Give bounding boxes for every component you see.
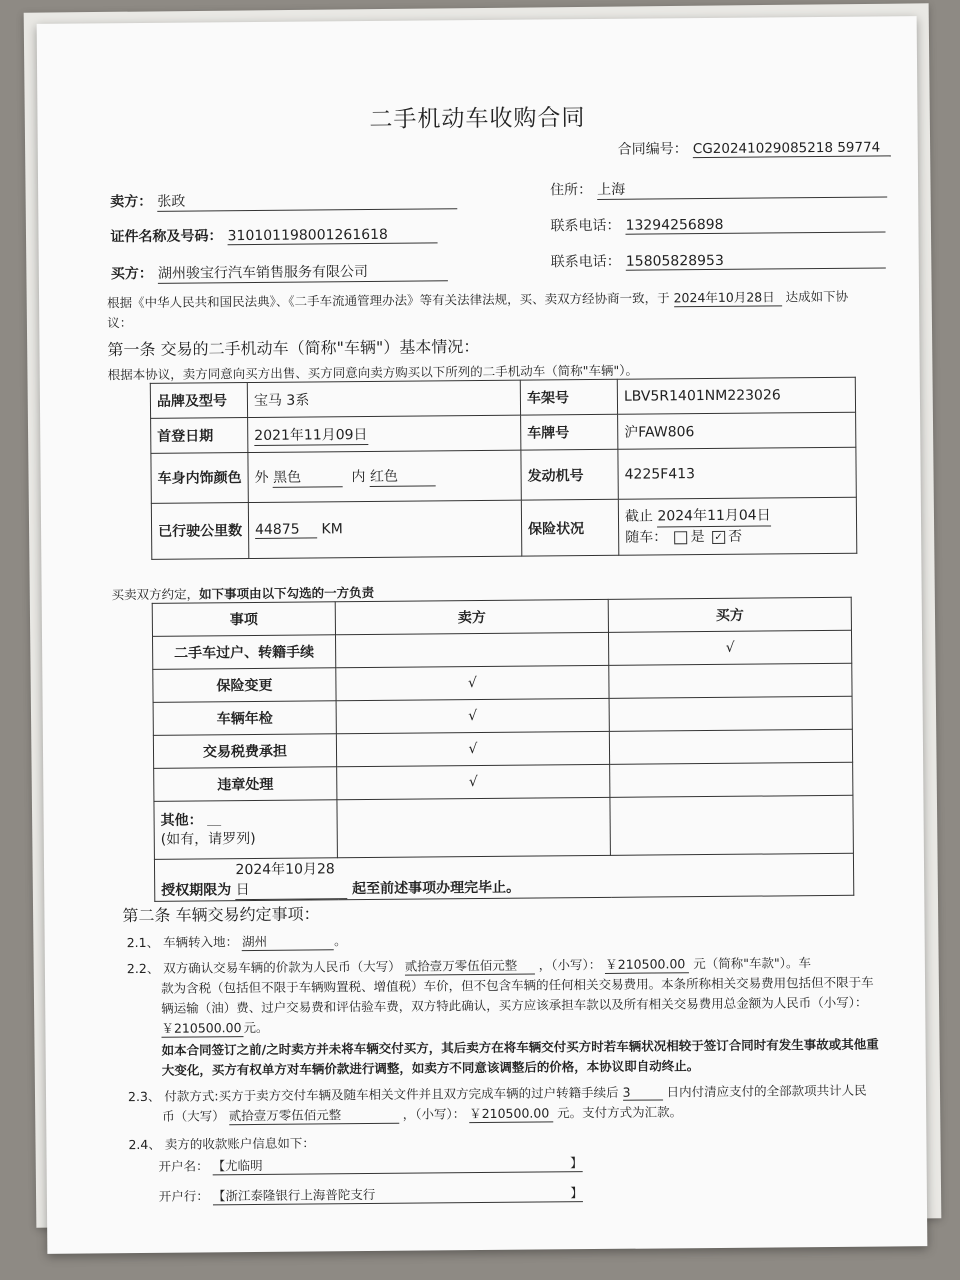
bank-row bbox=[159, 1183, 583, 1206]
id-label: 证件名称及号码： bbox=[110, 228, 223, 246]
c22-total-line bbox=[161, 1018, 268, 1038]
c23-upper: 贰拾壹万零伍佰元整 bbox=[229, 1105, 399, 1125]
address-value: 上海 bbox=[597, 176, 887, 200]
contract-no-label: 合同编号： bbox=[617, 141, 688, 158]
c22-a: 双方确认交易车辆的价款为人民币（大写） bbox=[163, 958, 401, 976]
address-row bbox=[550, 176, 887, 200]
intro-paragraph bbox=[107, 287, 848, 312]
resp-header-item: 事项 bbox=[152, 602, 335, 637]
c22-no: 2.2、 bbox=[126, 960, 160, 977]
c23-d: ，（小写）： bbox=[402, 1106, 466, 1122]
ins-yes: 是 bbox=[690, 529, 705, 546]
yes-checkbox[interactable] bbox=[675, 531, 688, 544]
clause-2-1 bbox=[127, 931, 347, 952]
table-row bbox=[154, 795, 853, 859]
bank-name: 浙江泰隆银行上海普陀支行 bbox=[225, 1186, 376, 1204]
reg-value: 2021年11月09日 bbox=[254, 423, 368, 445]
c22-total-tail: 元。 bbox=[243, 1019, 269, 1036]
agree-date: 2024年10月28日 bbox=[673, 287, 781, 307]
c23-days: 3 bbox=[623, 1084, 663, 1100]
bank-field bbox=[213, 1183, 583, 1205]
buyer-phone-row bbox=[551, 248, 886, 271]
insurance-until bbox=[625, 505, 850, 528]
other-line bbox=[161, 810, 331, 830]
account-name-row bbox=[159, 1153, 583, 1176]
c22-amount: ￥210500.00 bbox=[605, 954, 689, 974]
buyer-row bbox=[111, 260, 448, 284]
resp-item: 违章处理 bbox=[154, 767, 337, 802]
resp-item: 保险变更 bbox=[153, 668, 336, 703]
resp-item: 二手车过户、转籍手续 bbox=[152, 635, 335, 670]
ins-no: 否 bbox=[727, 528, 743, 545]
mileage-unit: KM bbox=[321, 521, 343, 538]
resp-intro bbox=[112, 583, 375, 603]
article-1-title: 第一条 交易的二手机动车（简称"车辆"）基本情况： bbox=[107, 337, 480, 360]
c23-b: 日内付清应支付的全部款项共计人民 bbox=[666, 1082, 867, 1100]
bracket-open: 【 bbox=[212, 1188, 226, 1204]
c22-upper: 贰拾壹万零伍佰元整 bbox=[405, 956, 535, 976]
resp-seller-mark: √ bbox=[336, 731, 609, 766]
mileage-label: 已行驶公里数 bbox=[151, 503, 248, 560]
vehicle-table bbox=[150, 377, 858, 560]
resp-intro-1: 买卖双方约定， bbox=[111, 586, 200, 603]
other-buyer bbox=[610, 795, 853, 855]
vin-label: 车架号 bbox=[520, 379, 617, 415]
other-hint: (如有，请罗列) bbox=[160, 830, 256, 848]
bracket-close: 】 bbox=[570, 1155, 583, 1171]
insurance-with-car bbox=[625, 526, 850, 548]
deadline-date: 2024年10月28日 bbox=[235, 858, 347, 900]
int-prefix: 内 bbox=[351, 469, 366, 486]
intro-text-2: 达成如下协 bbox=[785, 288, 849, 305]
intro-text-3: 议： bbox=[107, 315, 133, 331]
c23-c: 币（大写） bbox=[162, 1108, 225, 1124]
no-checkbox[interactable]: ✓ bbox=[712, 530, 725, 543]
bank-label: 开户行： bbox=[158, 1188, 209, 1204]
seller-phone-label: 联系电话： bbox=[550, 217, 621, 235]
vin-value: LBV5R1401NM223026 bbox=[617, 377, 855, 414]
reg-cell bbox=[248, 415, 521, 452]
id-row bbox=[110, 223, 437, 246]
buyer-value: 湖州骏宝行汽车销售服务有限公司 bbox=[158, 260, 448, 284]
account-name: 尤临明 bbox=[225, 1157, 263, 1174]
resp-buyer-mark bbox=[609, 663, 852, 698]
resp-seller-mark bbox=[335, 632, 608, 667]
clause-2-3-line-1 bbox=[128, 1081, 867, 1105]
deadline-label: 授权期限为 bbox=[161, 882, 232, 899]
c22-line-2: 款为含税（包括但不限于车辆购置税、增值税）车价，但不包含车辆的任何相关交易费用。本条所称相关交易费用包括但不限于车 bbox=[161, 974, 874, 996]
insurance-label: 保险状况 bbox=[521, 499, 618, 556]
int-color: 红色 bbox=[370, 465, 436, 487]
table-row bbox=[151, 497, 856, 559]
c23-a: 付款方式:买方于卖方交付车辆及随车相关文件并且双方完成车辆的过户转籍手续后 bbox=[164, 1084, 619, 1104]
resp-header-buyer: 买方 bbox=[608, 597, 851, 632]
bracket-close: 】 bbox=[570, 1185, 583, 1201]
seller-phone-value: 13294256898 bbox=[625, 215, 885, 234]
c22-line-3: 辆运输（油）费、过户交易费和评估验车费，双方特此确认，买方应该承担车款以及所有相关交易费用总金额为人民币（小写）： bbox=[161, 994, 868, 1016]
engine-value: 4225F413 bbox=[618, 447, 856, 499]
brand-value: 宝马 3系 bbox=[247, 380, 520, 417]
resp-item: 交易税费承担 bbox=[153, 734, 336, 769]
buyer-phone-value: 15805828953 bbox=[626, 251, 886, 270]
c24-label: 卖方的收款账户信息如下： bbox=[164, 1135, 315, 1152]
resp-buyer-mark bbox=[609, 696, 852, 731]
c21-value: 湖州 bbox=[242, 931, 334, 951]
c24-no: 2.4、 bbox=[128, 1136, 161, 1153]
other-value: ＿ bbox=[206, 811, 222, 828]
clause-2-4 bbox=[128, 1133, 315, 1153]
bold-clause-1: 如本合同签订之前/之时卖方并未将车辆交付买方，其后卖方在将车辆交付买方时若车辆状况相较于签订合同时有发生事故或其他重 bbox=[161, 1036, 879, 1058]
resp-header-seller: 卖方 bbox=[335, 599, 608, 634]
seller-row bbox=[110, 188, 457, 212]
color-cell bbox=[248, 450, 521, 502]
contract-title: 二手机动车收购合同 bbox=[369, 105, 586, 133]
resp-seller-mark: √ bbox=[336, 698, 609, 733]
clause-2-3-line-2 bbox=[162, 1102, 682, 1126]
responsibility-table bbox=[152, 597, 855, 902]
seller-label: 卖方： bbox=[110, 193, 153, 211]
article-2-title: 第二条 车辆交易约定事项： bbox=[122, 904, 320, 926]
c22-total: ￥210500.00 bbox=[161, 1018, 243, 1038]
resp-seller-mark: √ bbox=[336, 665, 609, 700]
mileage-cell bbox=[248, 500, 521, 558]
resp-intro-2: 如下事项由以下勾选的一方负责 bbox=[199, 584, 375, 602]
seller-phone-row bbox=[550, 212, 885, 235]
buyer-phone-label: 联系电话： bbox=[550, 253, 621, 271]
other-label: 其他： bbox=[160, 811, 203, 829]
account-name-label: 开户名： bbox=[158, 1158, 209, 1174]
table-row bbox=[151, 447, 856, 503]
deadline-cell bbox=[154, 853, 853, 901]
c21-no: 2.1、 bbox=[126, 934, 160, 951]
c22-b: ，（小写）： bbox=[538, 956, 602, 973]
seller-value: 张政 bbox=[157, 188, 457, 212]
engine-label: 发动机号 bbox=[521, 449, 618, 500]
reg-label: 首登日期 bbox=[151, 418, 248, 454]
id-value: 310101198001261618 bbox=[228, 226, 438, 245]
other-seller bbox=[337, 797, 610, 857]
account-name-field bbox=[213, 1153, 583, 1175]
ext-color: 黑色 bbox=[273, 466, 343, 488]
intro-text-1: 根据《中华人民共和国民法典》、《二手车流通管理办法》等有关法律法规，买、卖双方经协商一致，于 bbox=[107, 290, 670, 311]
color-label: 车身内饰颜色 bbox=[151, 453, 248, 504]
c21-label: 车辆转入地： bbox=[162, 934, 239, 950]
plate-value: 沪FAW806 bbox=[618, 412, 856, 449]
buyer-label: 买方： bbox=[110, 265, 153, 283]
c21-tail: 。 bbox=[333, 933, 347, 949]
contract-no-value: CG20241029085218 59774 bbox=[693, 139, 891, 158]
article-1-intro: 根据本协议，卖方同意向买方出售、买方同意向卖方购买以下所列的二手机动车（简称"车辆"）。 bbox=[107, 362, 639, 383]
contract-number bbox=[618, 136, 891, 158]
ins-with-car-label: 随车： bbox=[625, 529, 668, 546]
ins-until-date: 2024年11月04日 bbox=[657, 505, 771, 527]
ins-until-prefix: 截止 bbox=[624, 508, 654, 525]
deadline-tail: 起至前述事项办理完毕止。 bbox=[352, 879, 521, 898]
mileage-value: 44875 bbox=[255, 521, 317, 539]
resp-buyer-mark bbox=[609, 729, 852, 764]
resp-item: 车辆年检 bbox=[153, 701, 336, 736]
other-cell bbox=[154, 800, 337, 860]
c22-c: 元（简称"车款"）。车 bbox=[693, 955, 812, 972]
c23-no: 2.3、 bbox=[127, 1088, 161, 1105]
ext-prefix: 外 bbox=[254, 469, 269, 486]
c23-e: 元。支付方式为汇款。 bbox=[557, 1104, 683, 1121]
c23-amount: ￥210500.00 bbox=[469, 1103, 553, 1123]
resp-buyer-mark bbox=[610, 762, 853, 797]
table-row bbox=[154, 853, 853, 901]
resp-buyer-mark: √ bbox=[608, 630, 851, 665]
resp-seller-mark: √ bbox=[337, 764, 610, 799]
contract-paper bbox=[37, 16, 928, 1254]
plate-label: 车牌号 bbox=[521, 414, 618, 450]
insurance-cell bbox=[618, 497, 856, 555]
bracket-open: 【 bbox=[212, 1158, 226, 1174]
address-label: 住所： bbox=[550, 182, 593, 199]
bold-clause-2: 大变化，买方有权单方对车辆价款进行调整，如卖方不同意该调整后的价格，本协议即自动终止。 bbox=[161, 1058, 700, 1078]
brand-label: 品牌及型号 bbox=[150, 383, 247, 419]
